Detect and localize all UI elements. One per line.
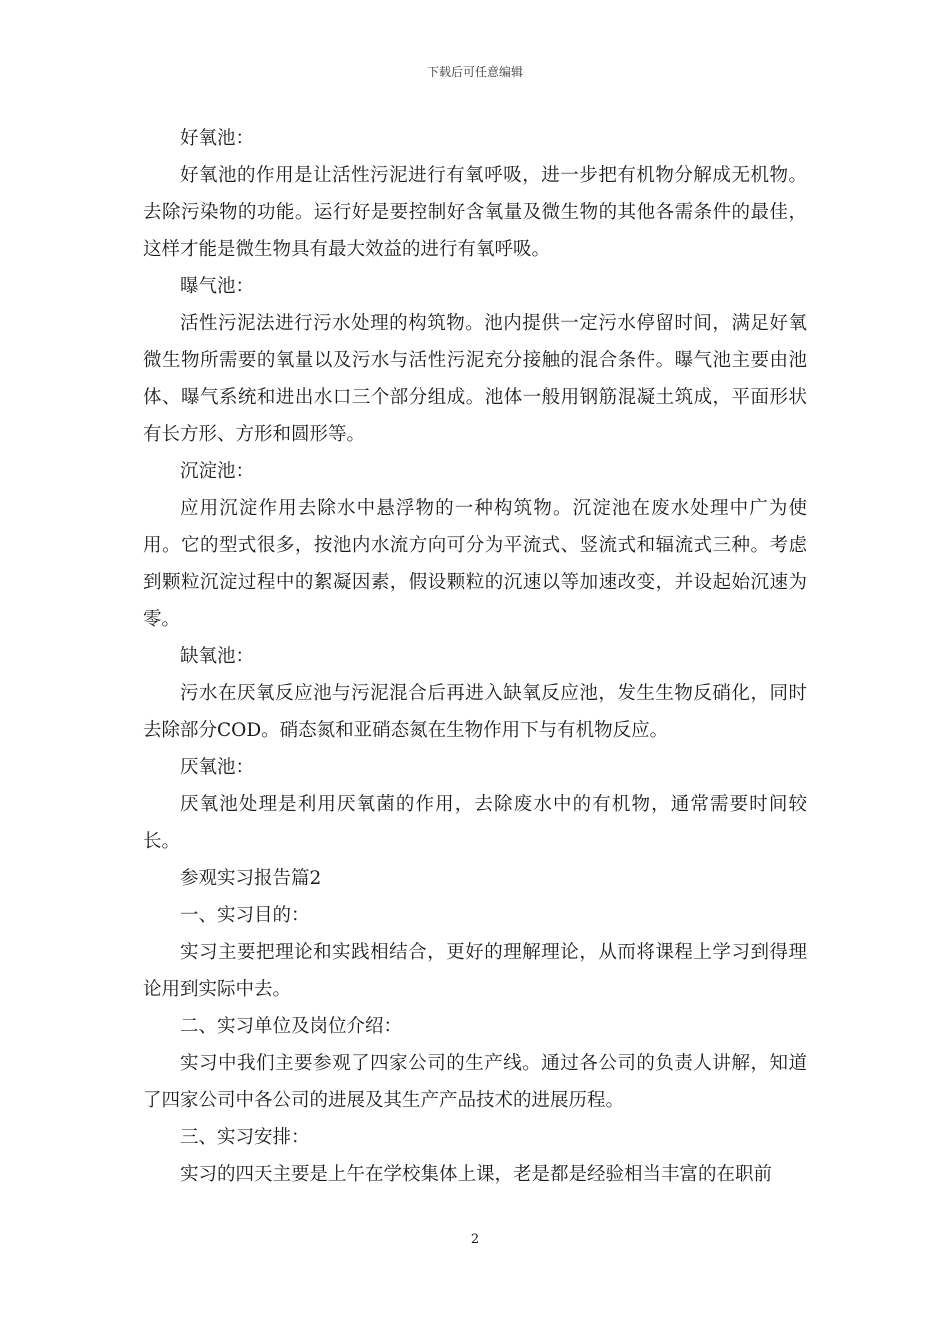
heading-internship-units: 二、实习单位及岗位介绍： [180, 1016, 403, 1037]
page-number: 2 [470, 1232, 480, 1247]
heading-aeration-tank: 曝气池： [180, 276, 255, 297]
paragraph-internship-units: 实习中我们主要参观了四家公司的生产线。通过各公司的负责人讲解，知道了四家公司中各公司的进展及其生产产品技术的进展历程。 [143, 1053, 807, 1111]
paragraph-anaerobic-tank: 厌氧池处理是利用厌氧菌的作用，去除废水中的有机物，通常需要时间较长。 [143, 794, 807, 852]
paragraph-internship-purpose: 实习主要把理论和实践相结合，更好的理解理论，从而将课程上学习到得理论用到实际中去。 [143, 942, 807, 1000]
document-body [143, 120, 807, 1193]
page-header: 下载后可任意编辑 [426, 65, 523, 79]
paragraph-anoxic-tank: 污水在厌氧反应池与污泥混合后再进入缺氧反应池，发生生物反硝化，同时去除部分COD。硝态氮和亚硝态氮在生物作用下与有机物反应。 [143, 683, 807, 741]
heading-internship-purpose: 一、实习目的： [180, 905, 310, 926]
heading-anaerobic-tank: 厌氧池： [180, 757, 255, 778]
paragraph-aeration-tank: 活性污泥法进行污水处理的构筑物。池内提供一定污水停留时间，满足好氧微生物所需要的氧量以及污水与活性污泥充分接触的混合条件。曝气池主要由池体、曝气系统和进出水口三个部分组成。池体一般用钢筋混凝土筑成，平面形状有长方形、方形和圆形等。 [143, 313, 807, 445]
heading-internship-schedule: 三、实习安排： [180, 1127, 310, 1148]
heading-aerobic-tank: 好氧池： [180, 128, 255, 149]
paragraph-aerobic-tank: 好氧池的作用是让活性污泥进行有氧呼吸，进一步把有机物分解成无机物。去除污染物的功能。运行好是要控制好含氧量及微生物的其他各需条件的最佳，这样才能是微生物具有最大效益的进行有氧呼吸。 [143, 165, 807, 260]
heading-sedimentation-tank: 沉淀池： [180, 461, 255, 482]
paragraph-sedimentation-tank: 应用沉淀作用去除水中悬浮物的一种构筑物。沉淀池在废水处理中广为使用。它的型式很多，按池内水流方向可分为平流式、竖流式和辐流式三种。考虑到颗粒沉淀过程中的絮凝因素，假设颗粒的沉速以等加速改变，并设起始沉速为零。 [143, 498, 807, 630]
heading-anoxic-tank: 缺氧池： [180, 646, 255, 667]
paragraph-internship-schedule: 实习的四天主要是上午在学校集体上课，老是都是经验相当丰富的在职前 [180, 1164, 773, 1185]
section-title-report-2: 参观实习报告篇2 [180, 868, 322, 889]
